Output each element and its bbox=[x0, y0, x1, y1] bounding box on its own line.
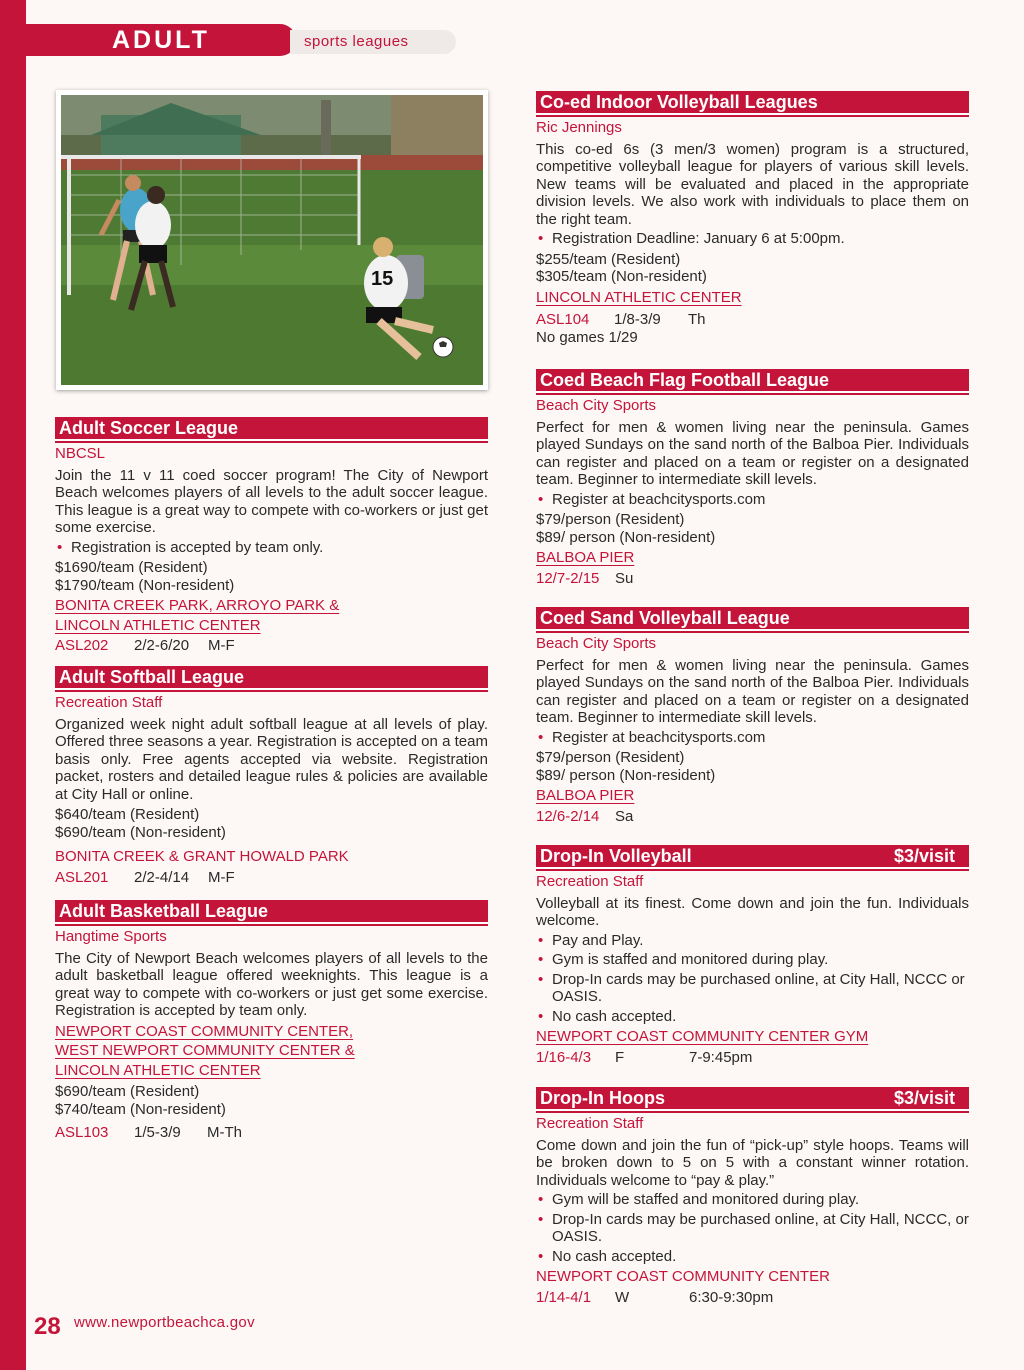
class-days: F bbox=[615, 1048, 625, 1066]
provider: Hangtime Sports bbox=[55, 928, 167, 945]
location-link[interactable]: NEWPORT COAST COMMUNITY CENTER GYM bbox=[536, 1028, 869, 1045]
bullet: • Drop-In cards may be purchased online, at City Hall, NCCC, or OASIS. bbox=[536, 1211, 969, 1246]
description: Volleyball at its finest. Come down and join the fun. Individuals welcome. bbox=[536, 894, 969, 929]
class-days: Sa bbox=[615, 807, 634, 825]
drop-in-volleyball-section bbox=[536, 845, 969, 1066]
class-schedule bbox=[55, 1124, 488, 1142]
section-title: Adult Soccer League bbox=[59, 418, 239, 438]
schedule-note: No games 1/29 bbox=[536, 328, 638, 346]
class-code: ASL103 bbox=[55, 1124, 109, 1141]
class-time: 7-9:45pm bbox=[689, 1048, 753, 1066]
location-link[interactable]: LINCOLN ATHLETIC CENTER bbox=[55, 1061, 261, 1079]
section-title-bar bbox=[536, 369, 969, 393]
class-schedule bbox=[55, 869, 488, 887]
fees bbox=[55, 806, 488, 841]
class-days: M-Th bbox=[207, 1124, 242, 1141]
class-code: ASL202 bbox=[55, 637, 109, 654]
class-schedule bbox=[536, 311, 969, 329]
bullet: • Register at beachcitysports.com bbox=[536, 729, 969, 747]
fee-nonresident: $89/ person (Non-resident) bbox=[536, 766, 716, 784]
class-dates: 1/16-4/3 bbox=[536, 1048, 592, 1066]
fee-resident: $79/person (Resident) bbox=[536, 511, 685, 528]
class-days: W bbox=[615, 1288, 630, 1306]
provider: Beach City Sports bbox=[536, 397, 657, 414]
jersey-number: 15 bbox=[371, 268, 394, 290]
class-schedule bbox=[55, 637, 488, 655]
bullet: • Drop-In cards may be purchased online, at City Hall, NCCC or OASIS. bbox=[536, 971, 969, 1006]
provider: Recreation Staff bbox=[536, 1115, 644, 1132]
class-dates: 12/7-2/15 bbox=[536, 569, 600, 587]
adult-softball-league-section bbox=[55, 666, 488, 886]
fee-resident: $255/team (Resident) bbox=[536, 250, 681, 268]
class-days: M-F bbox=[208, 868, 235, 886]
location-link[interactable]: NEWPORT COAST COMMUNITY CENTER, bbox=[55, 1022, 354, 1040]
fee-nonresident: $1790/team (Non-resident) bbox=[55, 576, 235, 594]
bullet: • Registration Deadline: January 6 at 5:00pm. bbox=[536, 230, 969, 248]
section-title-bar bbox=[536, 607, 969, 631]
fee-nonresident: $690/team (Non-resident) bbox=[55, 823, 226, 841]
class-dates: 2/2-6/20 bbox=[134, 637, 190, 654]
fee-resident: $640/team (Resident) bbox=[55, 806, 200, 823]
provider: Recreation Staff bbox=[536, 873, 644, 890]
class-schedule bbox=[536, 808, 969, 826]
soccer-photo-frame bbox=[56, 90, 488, 390]
section-title: Adult Softball League bbox=[59, 667, 245, 687]
provider: NBCSL bbox=[55, 445, 106, 462]
bullet: • No cash accepted. bbox=[536, 1248, 969, 1266]
coed-beach-flag-football-section bbox=[536, 369, 969, 587]
class-dates: 1/5-3/9 bbox=[134, 1124, 181, 1141]
location-link[interactable]: BONITA CREEK & GRANT HOWALD PARK bbox=[55, 848, 349, 865]
section-title-bar bbox=[55, 666, 488, 690]
class-dates: 12/6-2/14 bbox=[536, 807, 600, 825]
fee-resident: $1690/team (Resident) bbox=[55, 559, 208, 576]
subsection-tab bbox=[290, 30, 456, 54]
provider: Recreation Staff bbox=[55, 694, 163, 711]
description: Organized week night adult softball league at all levels of play. Offered three seasons a year. Registration is accepted on a team basis only. Free agents accepted via website. Registration packet, rosters and detailed league rules & policies are available at City Hall or online. bbox=[55, 715, 488, 803]
description: Come down and join the fun of “pick-up” style hoops. Teams will be broken down to 5 on 5 with a constant winner rotation. Individuals welcome to “pay & play.” bbox=[536, 1136, 969, 1189]
class-schedule bbox=[536, 1049, 969, 1067]
fees bbox=[536, 251, 969, 286]
location-link[interactable]: NEWPORT COAST COMMUNITY CENTER bbox=[536, 1268, 830, 1285]
section-title: ADULT bbox=[112, 26, 210, 54]
coed-sand-volleyball-section bbox=[536, 607, 969, 825]
section-title-bar bbox=[55, 900, 488, 924]
fees bbox=[536, 511, 969, 546]
adult-basketball-league-section bbox=[55, 900, 488, 1142]
fee-resident: $690/team (Resident) bbox=[55, 1083, 200, 1100]
left-accent-bar bbox=[0, 0, 26, 1370]
class-days: M-F bbox=[208, 637, 235, 654]
section-tab bbox=[26, 24, 296, 56]
soccer-photo-illustration bbox=[61, 95, 483, 385]
description: The City of Newport Beach welcomes players of all levels to the adult basketball league offered weeknights. This league is a great way to compete with co-workers or just get some exercise. Registration is accepted by team only. bbox=[55, 949, 488, 1019]
description: Perfect for men & women living near the peninsula. Games played Sundays on the sand north of the Balboa Pier. Individuals can register and placed on a team or register on a designated team. Beginner to intermediate skill levels. bbox=[536, 656, 969, 726]
location-link[interactable]: WEST NEWPORT COMMUNITY CENTER & bbox=[55, 1042, 355, 1059]
fee-nonresident: $89/ person (Non-resident) bbox=[536, 528, 716, 546]
section-title-bar bbox=[536, 1087, 969, 1111]
class-code: ASL201 bbox=[55, 868, 109, 886]
class-schedule bbox=[536, 570, 969, 588]
fee-nonresident: $305/team (Non-resident) bbox=[536, 268, 707, 285]
subsection-title: sports leagues bbox=[304, 33, 409, 50]
section-title-bar bbox=[536, 845, 969, 869]
price: $3/visit bbox=[893, 846, 955, 866]
section-title: Coed Beach Flag Football League bbox=[540, 370, 830, 390]
page-number: 28 bbox=[34, 1313, 61, 1340]
drop-in-hoops-section bbox=[536, 1087, 969, 1306]
class-days: Th bbox=[688, 311, 706, 328]
section-title-bar bbox=[55, 417, 488, 441]
location-link[interactable]: BONITA CREEK PARK, ARROYO PARK & bbox=[55, 597, 340, 614]
bullet: • No cash accepted. bbox=[536, 1008, 969, 1026]
coed-indoor-volleyball-section bbox=[536, 91, 969, 346]
class-schedule bbox=[536, 1289, 969, 1307]
class-dates: 1/8-3/9 bbox=[614, 311, 661, 328]
adult-soccer-league-section bbox=[55, 417, 488, 655]
class-time: 6:30-9:30pm bbox=[689, 1288, 774, 1306]
section-title-bar bbox=[536, 91, 969, 115]
class-dates: 1/14-4/1 bbox=[536, 1288, 592, 1306]
website-link[interactable]: www.newportbeachca.gov bbox=[74, 1314, 255, 1331]
section-title: Adult Basketball League bbox=[59, 901, 269, 921]
fees bbox=[55, 559, 488, 594]
section-title: Drop-In Hoops bbox=[540, 1088, 665, 1108]
location-link[interactable]: LINCOLN ATHLETIC CENTER bbox=[55, 616, 261, 634]
class-code: ASL104 bbox=[536, 311, 590, 328]
price: $3/visit bbox=[893, 1088, 955, 1108]
fees bbox=[536, 749, 969, 784]
fee-nonresident: $740/team (Non-resident) bbox=[55, 1100, 226, 1118]
bullet: • Pay and Play. bbox=[536, 932, 969, 950]
description: Join the 11 v 11 coed soccer program! The City of Newport Beach welcomes players of all levels to the adult soccer league. This league is a great way to compete with co-workers or just get some exercise. bbox=[55, 466, 488, 536]
soccer-photo bbox=[61, 95, 483, 385]
bullet: • Registration is accepted by team only. bbox=[55, 539, 488, 557]
provider: Beach City Sports bbox=[536, 635, 657, 652]
class-days: Su bbox=[615, 569, 634, 587]
bullet: • Gym is staffed and monitored during play. bbox=[536, 951, 969, 969]
fee-resident: $79/person (Resident) bbox=[536, 749, 685, 766]
section-title: Drop-In Volleyball bbox=[540, 846, 692, 866]
location-link[interactable]: LINCOLN ATHLETIC CENTER bbox=[536, 288, 742, 306]
description: Perfect for men & women living near the peninsula. Games played Sundays on the sand north of the Balboa Pier. Individuals can register and placed on a team or register on a designated team. Beginner to intermediate skill levels. bbox=[536, 418, 969, 488]
location-link[interactable]: BALBOA PIER bbox=[536, 549, 635, 566]
section-title: Co-ed Indoor Volleyball Leagues bbox=[540, 92, 818, 112]
section-title: Coed Sand Volleyball League bbox=[540, 608, 790, 628]
provider: Ric Jennings bbox=[536, 119, 622, 136]
bullet: • Gym will be staffed and monitored during play. bbox=[536, 1191, 969, 1209]
fees bbox=[55, 1083, 488, 1118]
description: This co-ed 6s (3 men/3 women) program is a structured, competitive volleyball league for players of various skill levels. New teams will be evaluated and placed in the appropriate division levels. We also work with individuals to place them on the right team. bbox=[536, 140, 969, 228]
class-dates: 2/2-4/14 bbox=[134, 868, 190, 886]
location-link[interactable]: BALBOA PIER bbox=[536, 787, 635, 804]
bullet: • Register at beachcitysports.com bbox=[536, 491, 969, 509]
